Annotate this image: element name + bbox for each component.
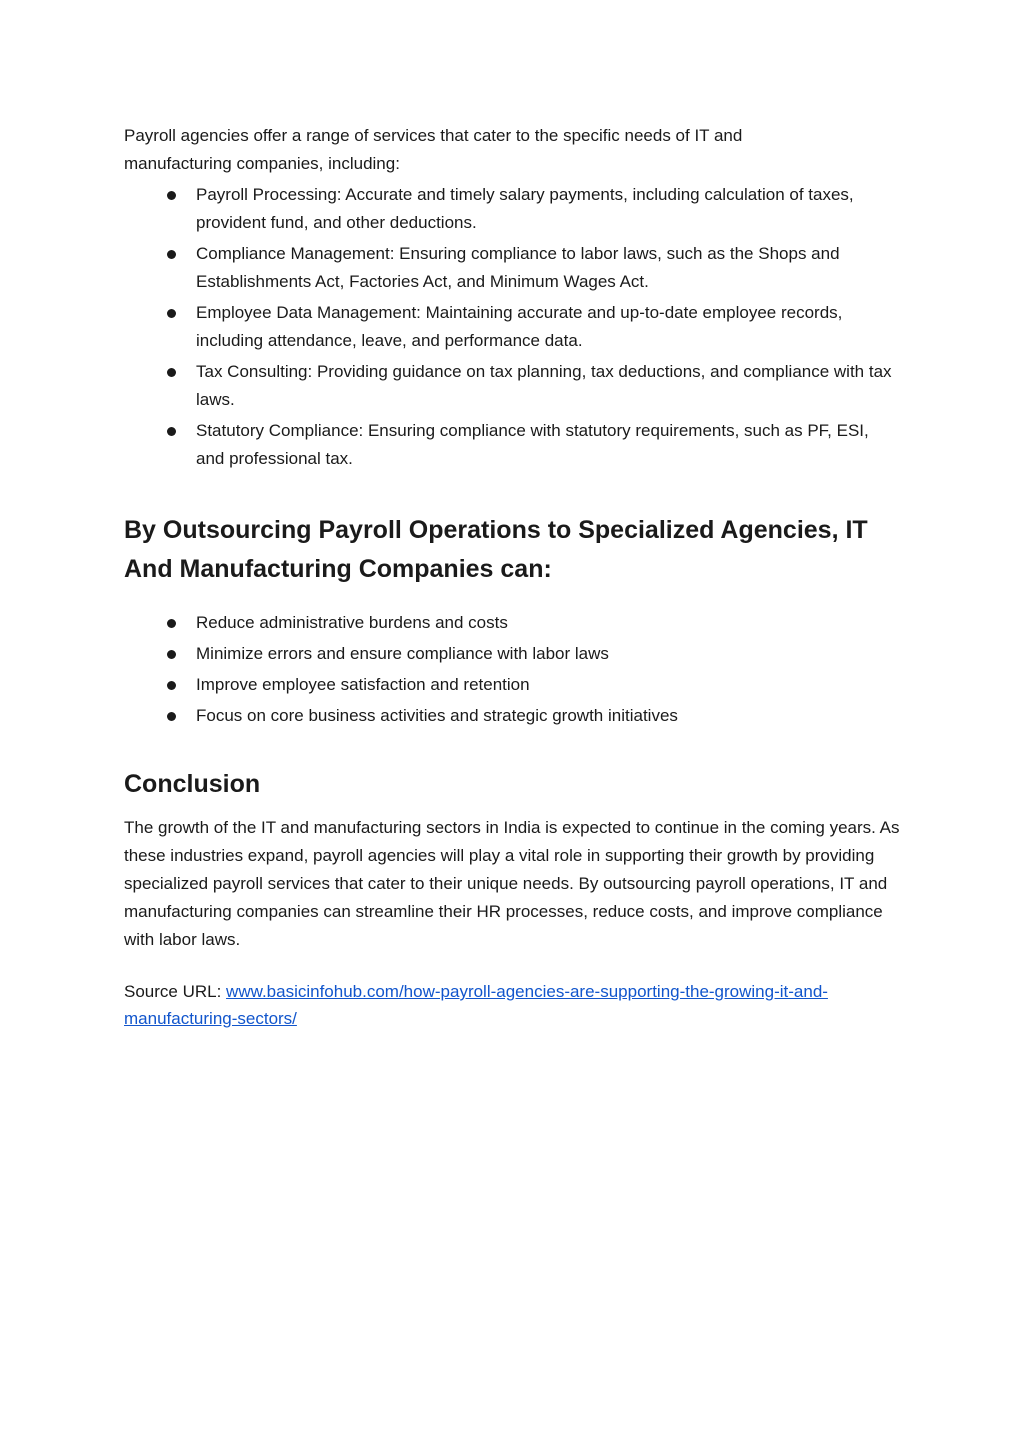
conclusion-paragraph: The growth of the IT and manufacturing sectors in India is expected to continue in the coming years. As these industries expand, payroll agencies will play a vital role in supporting their growth by providing specialized payroll services that cater to their unique needs. By outsourcing payroll operations, IT and manufacturing companies can streamline their HR processes, reduce costs, and improve compliance with labor laws. — [124, 818, 900, 949]
bullet-icon — [167, 681, 176, 690]
bullet-icon — [167, 368, 176, 377]
source-label: Source URL: — [124, 982, 227, 1001]
list-item — [196, 609, 900, 637]
list-item-text: Payroll Processing: Accurate and timely salary payments, including calculation of taxes, provident fund, and other deductions. — [196, 185, 854, 232]
list-item-text: Employee Data Management: Maintaining accurate and up-to-date employee records, including attendance, leave, and performance data. — [196, 303, 843, 350]
benefits-list — [124, 609, 900, 730]
list-item — [196, 702, 900, 730]
source-line — [124, 978, 884, 1032]
list-item-text: Compliance Management: Ensuring compliance to labor laws, such as the Shops and Establishments Act, Factories Act, and Minimum Wages Act. — [196, 244, 840, 291]
bullet-icon — [167, 250, 176, 259]
conclusion-heading: Conclusion — [124, 770, 261, 798]
intro-paragraph: Payroll agencies offer a range of services that cater to the specific needs of IT and manufacturing companies, including: — [124, 126, 743, 173]
list-item — [196, 299, 898, 355]
list-item-text: Tax Consulting: Providing guidance on tax planning, tax deductions, and compliance with tax laws. — [196, 362, 892, 409]
list-item — [196, 417, 898, 473]
list-item-text: Focus on core business activities and strategic growth initiatives — [196, 706, 678, 725]
list-item-text: Improve employee satisfaction and retention — [196, 675, 530, 694]
list-item-text: Statutory Compliance: Ensuring compliance with statutory requirements, such as PF, ESI, and professional tax. — [196, 421, 869, 468]
list-item-text: Minimize errors and ensure compliance with labor laws — [196, 644, 609, 663]
bullet-icon — [167, 191, 176, 200]
bullet-icon — [167, 427, 176, 436]
list-item — [196, 240, 898, 296]
bullet-icon — [167, 650, 176, 659]
list-item — [196, 181, 898, 237]
list-item — [196, 358, 898, 414]
bullet-icon — [167, 712, 176, 721]
source-link[interactable]: www.basicinfohub.com/how-payroll-agencies-are-supporting-the-growing-it-and-manufacturing-sectors/ — [124, 982, 828, 1028]
outsourcing-heading: By Outsourcing Payroll Operations to Specialized Agencies, IT And Manufacturing Companies can: — [124, 516, 868, 583]
services-list — [124, 181, 898, 473]
list-item — [196, 640, 900, 668]
bullet-icon — [167, 309, 176, 318]
list-item — [196, 671, 900, 699]
list-item-text: Reduce administrative burdens and costs — [196, 613, 508, 632]
bullet-icon — [167, 619, 176, 628]
